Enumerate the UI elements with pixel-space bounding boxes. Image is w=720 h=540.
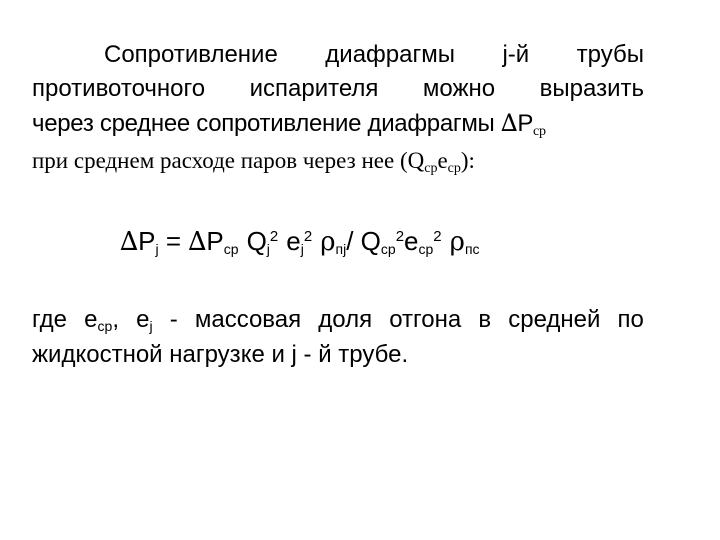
variable-group: [136, 305, 152, 335]
word: по: [617, 306, 644, 333]
word: диафрагмы: [325, 41, 455, 68]
comma: ,: [112, 306, 119, 333]
word: противоточного: [32, 75, 206, 102]
formula-term: e: [404, 226, 419, 256]
fraction-symbol: e: [84, 306, 98, 333]
subscript: пj: [335, 241, 347, 257]
line4-text: при среднем расходе паров через нее (: [32, 148, 408, 173]
word: средней: [508, 306, 601, 333]
fraction-symbol: e: [136, 306, 150, 333]
word: трубы: [576, 41, 644, 68]
word: в: [478, 306, 492, 333]
paragraph2-line2: жидкостной нагрузке и j - й трубе.: [32, 341, 409, 368]
word: где: [32, 306, 68, 333]
word: испарителя: [249, 75, 379, 102]
superscript: 2: [269, 228, 279, 245]
flow-symbol: Q: [407, 148, 425, 173]
pressure-symbol: P: [517, 110, 534, 137]
subscript: пс: [464, 241, 480, 257]
formula-term: e: [286, 226, 301, 256]
formula-term: P: [206, 226, 224, 256]
division-sign: /: [346, 226, 361, 256]
rho-symbol: ρ: [449, 227, 465, 257]
word: -: [169, 306, 178, 333]
delta-symbol: ∆: [500, 109, 518, 137]
paragraph1-line3: [32, 108, 644, 139]
formula: [120, 225, 480, 258]
word: отгона: [389, 306, 462, 333]
subscript: j: [300, 241, 304, 257]
word: доля: [318, 306, 373, 333]
subscript: ср: [418, 241, 434, 257]
subscript: j: [266, 241, 270, 257]
subscript: j: [155, 241, 159, 257]
superscript: 2: [433, 228, 442, 245]
line3-text: через среднее сопротивление диафрагмы: [32, 110, 501, 137]
word: выразить: [539, 75, 644, 102]
word: можно: [422, 75, 496, 102]
subscript: ср: [533, 124, 546, 139]
line4-end: ):: [460, 148, 475, 173]
superscript: 2: [395, 228, 405, 245]
superscript: 2: [303, 228, 313, 245]
rho-symbol: ρ: [320, 227, 336, 257]
variable-group: [84, 305, 119, 335]
paragraph1-line1: [104, 40, 644, 70]
subscript: ср: [223, 241, 239, 257]
subscript: ср: [447, 161, 461, 176]
formula-term: Q: [360, 226, 381, 256]
delta-symbol: ∆: [188, 227, 207, 257]
formula-term: Q: [246, 226, 267, 256]
paragraph1-line2: [32, 74, 644, 104]
subscript: ср: [424, 161, 438, 176]
subscript: ср: [97, 318, 113, 334]
paragraph1-line4: [32, 146, 644, 176]
formula-term: P: [138, 226, 156, 256]
word: Сопротивление: [104, 41, 278, 68]
word: j-й: [502, 41, 530, 68]
paragraph2-line1: [32, 305, 644, 335]
subscript: j: [149, 318, 153, 334]
subscript: ср: [380, 241, 396, 257]
fraction-symbol: e: [437, 148, 448, 173]
equals-sign: =: [158, 226, 189, 256]
delta-symbol: ∆: [120, 227, 139, 257]
word: массовая: [194, 306, 302, 333]
